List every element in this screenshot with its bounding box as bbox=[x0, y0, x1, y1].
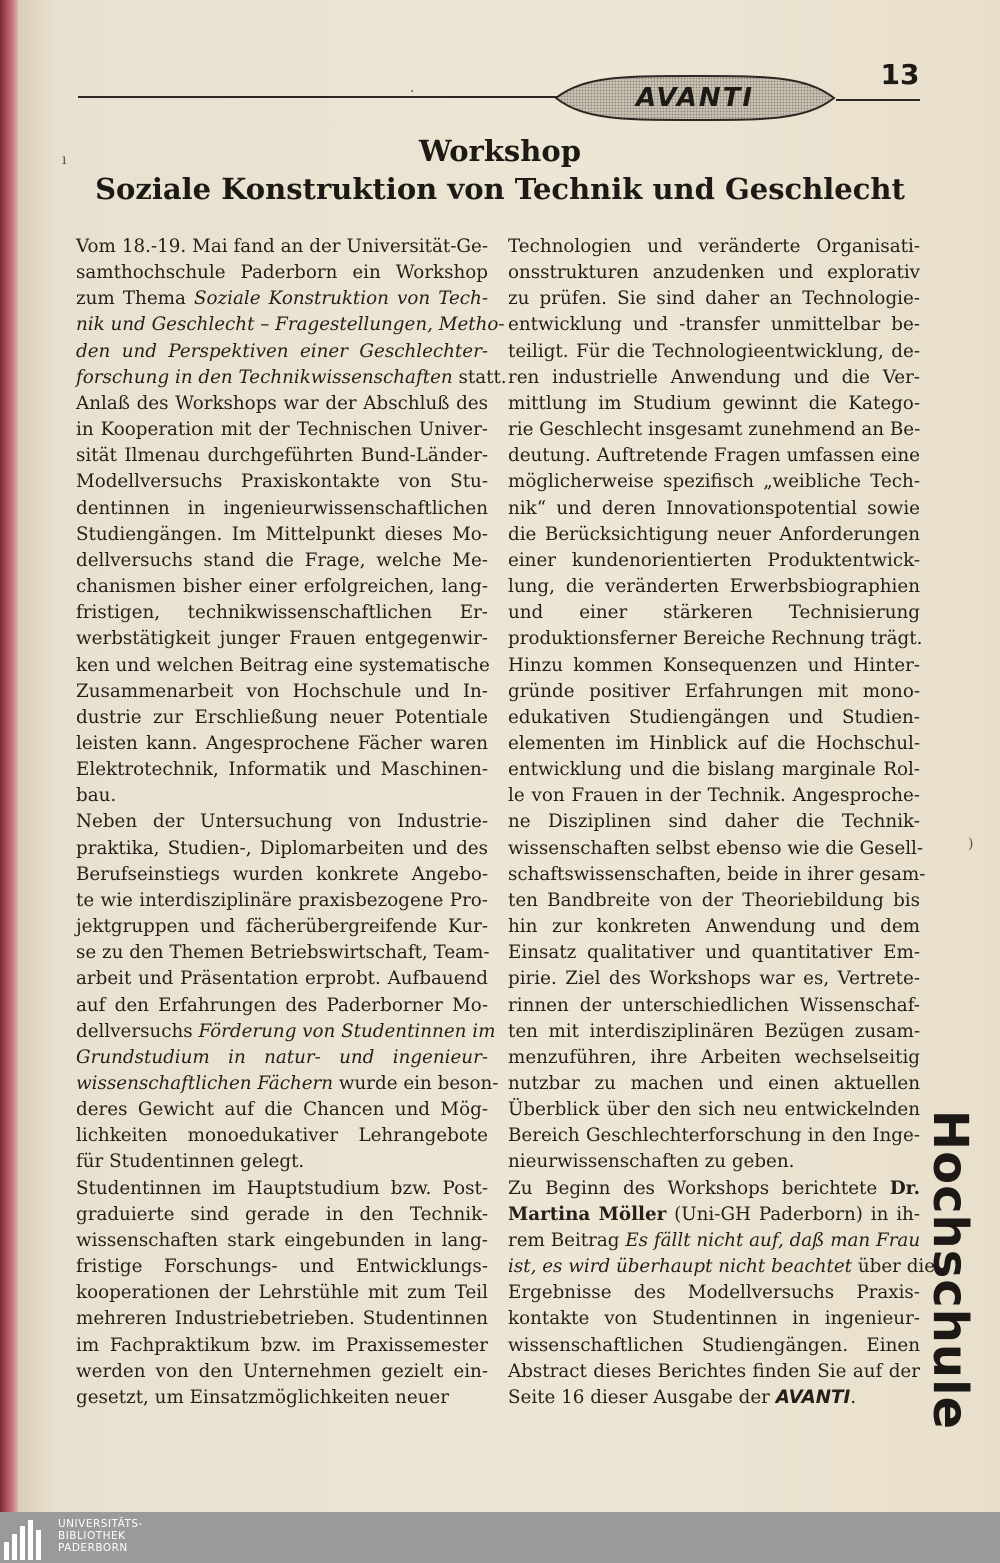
italic-text-run: Es fällt nicht auf, daß man Frau bbox=[625, 1229, 921, 1251]
text-run: ten Bandbreite von der Theoriebildung bis bbox=[508, 889, 920, 911]
text-line bbox=[508, 1097, 920, 1123]
text-run: möglicherweise spezifisch „weibliche Tech- bbox=[508, 471, 920, 493]
text-line bbox=[76, 1123, 488, 1149]
text-run: zum Thema bbox=[76, 288, 194, 310]
text-run: Technologien und veränderte Organisati- bbox=[508, 236, 920, 257]
text-line bbox=[76, 993, 488, 1019]
library-name bbox=[58, 1518, 143, 1554]
text-line bbox=[508, 286, 920, 312]
article-column-right bbox=[508, 234, 936, 1411]
text-run: Bereich Geschlechterforschung in den Inge- bbox=[508, 1125, 920, 1147]
section-label bbox=[880, 1109, 1000, 1431]
text-line bbox=[76, 914, 488, 940]
text-line bbox=[76, 522, 488, 548]
text-run: fristige Forschungs- und Entwicklungs- bbox=[76, 1256, 488, 1278]
text-run: Überblick über den sich neu entwickelnden bbox=[508, 1099, 920, 1121]
library-line-3: PADERBORN bbox=[58, 1542, 128, 1554]
italic-text-run: nik und Geschlecht – Fragestellungen, Metho- bbox=[76, 314, 505, 336]
text-line bbox=[76, 862, 488, 888]
text-line bbox=[508, 574, 920, 600]
text-run: Vom 18.-19. Mai fand an der Universität-Ge- bbox=[76, 236, 488, 257]
text-run: edukativen Studiengängen und Studien- bbox=[508, 706, 920, 728]
text-line bbox=[508, 522, 920, 548]
text-line bbox=[508, 496, 920, 522]
text-line bbox=[508, 443, 920, 469]
text-line bbox=[508, 1071, 920, 1097]
margin-mark: · bbox=[410, 84, 415, 100]
text-line bbox=[76, 1071, 499, 1097]
text-line bbox=[508, 731, 920, 757]
text-run: Anlaß des Workshops war der Abschluß des bbox=[76, 392, 488, 414]
text-run: hin zur konkreten Anwendung und dem bbox=[508, 916, 920, 938]
text-line bbox=[76, 1359, 488, 1385]
title-line-1: Workshop bbox=[419, 134, 581, 168]
italic-text-run: Förderung von Studentinnen im bbox=[198, 1020, 496, 1042]
magazine-name: AVANTI bbox=[635, 83, 754, 113]
header-rule-right bbox=[836, 99, 920, 101]
text-run: graduierte sind gerade in den Technik- bbox=[76, 1203, 488, 1225]
italic-text-run: ist, es wird überhaupt nicht beachtet bbox=[508, 1256, 853, 1278]
text-run: dellversuchs bbox=[76, 1020, 199, 1042]
brand-name: AVANTI bbox=[775, 1386, 851, 1408]
text-line bbox=[508, 809, 920, 835]
text-line bbox=[76, 1202, 488, 1228]
text-run: arbeit und Präsentation erprobt. Aufbauend bbox=[76, 968, 488, 990]
text-run: werbstätigkeit junger Frauen entgegenwir- bbox=[76, 628, 488, 650]
text-line bbox=[76, 443, 488, 469]
text-run: im Fachpraktikum bzw. im Praxissemester bbox=[76, 1334, 488, 1356]
text-run: auf den Erfahrungen des Paderborner Mo- bbox=[76, 994, 488, 1016]
italic-text-run: den und Perspektiven einer Geschlechter- bbox=[76, 340, 488, 362]
text-run: Studentinnen im Hauptstudium bzw. Post- bbox=[76, 1177, 488, 1199]
text-run: praktika, Studien-, Diplomarbeiten und des bbox=[76, 837, 488, 859]
text-line bbox=[76, 260, 488, 286]
text-run: kontakte von Studentinnen in ingenieur- bbox=[508, 1308, 920, 1330]
text-run: deutung. Auftretende Fragen umfassen eine bbox=[508, 445, 920, 467]
text-run: ten mit interdisziplinären Bezügen zusam- bbox=[508, 1020, 920, 1042]
text-line bbox=[508, 679, 920, 705]
text-line bbox=[508, 1202, 920, 1228]
text-run: Seite 16 dieser Ausgabe der bbox=[508, 1386, 776, 1408]
margin-mark: ) bbox=[968, 836, 974, 852]
text-run: über die bbox=[852, 1256, 936, 1278]
text-line bbox=[76, 966, 488, 992]
text-line bbox=[76, 1176, 488, 1202]
text-line bbox=[508, 626, 923, 652]
text-line bbox=[508, 548, 920, 574]
text-run: produktionsferner Bereiche Rechnung trägt. bbox=[508, 628, 923, 650]
binding-edge bbox=[0, 0, 18, 1512]
text-line bbox=[508, 757, 920, 783]
article-title bbox=[60, 132, 940, 208]
text-run: menzuführen, ihre Arbeiten wechselseitig bbox=[508, 1046, 920, 1068]
text-run: dellversuchs stand die Frage, welche Me- bbox=[76, 549, 488, 571]
text-line bbox=[76, 1385, 488, 1411]
text-run: Einsatz qualitativer und quantitativer Em- bbox=[508, 942, 920, 964]
text-line bbox=[508, 1123, 920, 1149]
text-run: bau. bbox=[76, 785, 117, 807]
text-line bbox=[76, 548, 488, 574]
text-run: (Uni-GH Paderborn) in ih- bbox=[666, 1203, 921, 1225]
text-line bbox=[76, 574, 488, 600]
text-run: einer kundenorientierten Produktentwick- bbox=[508, 549, 920, 571]
text-line bbox=[508, 836, 924, 862]
italic-text-run: wissenschaftlichen Fächern bbox=[76, 1073, 334, 1094]
text-line bbox=[76, 600, 488, 626]
text-line bbox=[508, 993, 920, 1019]
text-line bbox=[76, 234, 488, 260]
title-line-2: Soziale Konstruktion von Technik und Geschlecht bbox=[95, 172, 905, 206]
text-line bbox=[76, 705, 488, 731]
italic-text-run: Soziale Konstruktion von Tech- bbox=[193, 288, 488, 310]
text-run: chanismen bisher einer erfolgreichen, lang- bbox=[76, 576, 488, 598]
text-run: teiligt. Für die Technologieentwicklung, de- bbox=[508, 340, 920, 362]
text-run: nutzbar zu machen und einen aktuellen bbox=[508, 1073, 920, 1094]
text-run: le von Frauen in der Technik. Angesproche- bbox=[508, 785, 920, 807]
text-run: und einer stärkeren Technisierung bbox=[508, 602, 920, 624]
text-line bbox=[508, 1149, 920, 1175]
text-run: sität Ilmenau durchgeführten Bund-Länder- bbox=[76, 445, 488, 467]
text-line bbox=[508, 862, 926, 888]
text-run: wissenschaften stark eingebunden in lang- bbox=[76, 1229, 488, 1251]
text-run: dentinnen in ingenieurwissenschaftlichen bbox=[76, 497, 488, 519]
text-line bbox=[76, 1097, 488, 1123]
text-run: schaftswissenschaften, beide in ihrer gesam- bbox=[508, 863, 926, 885]
bold-text-run: Dr. bbox=[889, 1177, 920, 1199]
text-line bbox=[508, 1333, 920, 1359]
text-line bbox=[76, 1280, 488, 1306]
text-line bbox=[76, 391, 488, 417]
text-line bbox=[76, 1045, 488, 1071]
text-line bbox=[508, 940, 920, 966]
italic-text-run: Grundstudium in natur- und ingenieur- bbox=[76, 1046, 488, 1068]
text-line bbox=[508, 653, 920, 679]
margin-mark: ı bbox=[62, 152, 67, 168]
text-run: Modellversuchs Praxiskontakte von Stu- bbox=[76, 471, 488, 493]
section-label-text: Hochschule bbox=[922, 1109, 978, 1431]
text-line bbox=[76, 1254, 488, 1280]
text-line bbox=[76, 731, 488, 757]
text-line bbox=[508, 234, 920, 260]
text-line bbox=[508, 1359, 920, 1385]
text-run: samthochschule Paderborn ein Workshop bbox=[76, 262, 488, 284]
text-line bbox=[508, 1228, 920, 1254]
text-run: jektgruppen und fächerübergreifende Kur- bbox=[76, 916, 488, 938]
library-line-1: UNIVERSITÄTS- bbox=[58, 1518, 143, 1530]
text-run: rinnen der unterschiedlichen Wissenschaf- bbox=[508, 994, 920, 1016]
text-line bbox=[508, 1280, 920, 1306]
text-run: statt. bbox=[452, 366, 507, 388]
text-run: zu prüfen. Sie sind daher an Technologie- bbox=[508, 288, 920, 310]
text-run: lichkeiten monoedukativer Lehrangebote bbox=[76, 1125, 488, 1147]
text-line bbox=[508, 469, 920, 495]
text-run: mehreren Industriebetrieben. Studentinnen bbox=[76, 1308, 488, 1330]
text-run: gründe positiver Erfahrungen mit mono- bbox=[508, 680, 920, 702]
text-line bbox=[76, 365, 507, 391]
text-line bbox=[508, 1306, 920, 1332]
text-run: kooperationen der Lehrstühle mit zum Teil bbox=[76, 1282, 488, 1304]
text-line bbox=[508, 1176, 920, 1202]
text-line bbox=[76, 1019, 496, 1045]
text-run: onsstrukturen anzudenken und explorativ bbox=[508, 262, 920, 284]
text-run: wurde ein beson- bbox=[333, 1073, 499, 1094]
text-run: rie Geschlecht insgesamt zunehmend an Be- bbox=[508, 419, 921, 441]
text-line bbox=[76, 1149, 488, 1175]
text-line bbox=[76, 1306, 488, 1332]
text-line bbox=[508, 914, 920, 940]
text-line bbox=[76, 626, 488, 652]
library-footer bbox=[0, 1512, 1000, 1563]
page-number: 13 bbox=[880, 58, 920, 91]
text-run: entwicklung und -transfer unmittelbar be- bbox=[508, 314, 920, 336]
text-run: Elektrotechnik, Informatik und Maschinen- bbox=[76, 759, 488, 781]
text-line bbox=[508, 417, 920, 443]
text-line bbox=[76, 836, 488, 862]
text-line bbox=[76, 809, 488, 835]
text-line bbox=[508, 260, 920, 286]
text-run: Zusammenarbeit von Hochschule und In- bbox=[76, 680, 488, 702]
text-line bbox=[508, 365, 920, 391]
text-run: Neben der Untersuchung von Industrie- bbox=[76, 811, 488, 833]
text-run: nieurwissenschaften zu geben. bbox=[508, 1151, 795, 1173]
text-line bbox=[508, 600, 920, 626]
text-line bbox=[508, 391, 920, 417]
library-logo-icon bbox=[4, 1520, 50, 1560]
text-line bbox=[76, 940, 488, 966]
bold-text-run: Martina Möller bbox=[508, 1203, 667, 1225]
text-line bbox=[76, 1228, 488, 1254]
text-run: wissenschaftlichen Studiengängen. Einen bbox=[508, 1334, 920, 1356]
text-line bbox=[508, 339, 920, 365]
text-run: Berufseinstiegs wurden konkrete Angebo- bbox=[76, 863, 488, 885]
text-line bbox=[508, 888, 920, 914]
text-run: ken und welchen Beitrag eine systematische bbox=[76, 654, 490, 676]
text-run: mittlung im Studium gewinnt die Katego- bbox=[508, 392, 920, 414]
text-run: rem Beitrag bbox=[508, 1229, 626, 1251]
text-run: Studiengängen. Im Mittelpunkt dieses Mo- bbox=[76, 523, 488, 545]
text-line bbox=[508, 312, 920, 338]
text-line bbox=[76, 783, 488, 809]
text-line bbox=[508, 1019, 920, 1045]
article-column-left bbox=[76, 234, 507, 1411]
text-run: lung, die veränderten Erwerbsbiographien bbox=[508, 576, 920, 598]
text-run: die Berücksichtigung neuer Anforderungen bbox=[508, 523, 920, 545]
text-run: ren industrielle Anwendung und die Ver- bbox=[508, 366, 920, 388]
text-line bbox=[76, 653, 488, 679]
text-line bbox=[76, 312, 505, 338]
text-run: ne Disziplinen sind daher die Technik- bbox=[508, 811, 920, 833]
text-run: in Kooperation mit der Technischen Univer- bbox=[76, 419, 488, 441]
text-line bbox=[508, 705, 920, 731]
text-line bbox=[508, 1045, 920, 1071]
text-run: deres Gewicht auf die Chancen und Mög- bbox=[76, 1099, 488, 1121]
text-line bbox=[508, 783, 920, 809]
text-run: elementen im Hinblick auf die Hochschul- bbox=[508, 732, 920, 754]
text-line bbox=[76, 469, 488, 495]
text-run: nik“ und deren Innovationspotential sowie bbox=[508, 497, 920, 519]
text-line bbox=[508, 1254, 936, 1280]
text-run: gesetzt, um Einsatzmöglichkeiten neuer bbox=[76, 1386, 449, 1408]
text-line bbox=[76, 286, 488, 312]
text-line bbox=[76, 496, 488, 522]
text-run: für Studentinnen gelegt. bbox=[76, 1151, 305, 1173]
text-line bbox=[76, 417, 488, 443]
text-run: Abstract dieses Berichtes finden Sie auf der bbox=[508, 1360, 920, 1382]
text-line bbox=[76, 339, 488, 365]
text-run: . bbox=[850, 1386, 857, 1408]
text-line bbox=[76, 1333, 488, 1359]
text-run: leisten kann. Angesprochene Fächer waren bbox=[76, 732, 488, 754]
text-line bbox=[508, 1385, 920, 1411]
text-run: dustrie zur Erschließung neuer Potentiale bbox=[76, 706, 488, 728]
text-run: werden von den Unternehmen gezielt ein- bbox=[76, 1360, 488, 1382]
text-run: fristigen, technikwissenschaftlichen Er- bbox=[76, 602, 488, 624]
italic-text-run: forschung in den Technikwissenschaften bbox=[76, 366, 453, 388]
library-line-2: BIBLIOTHEK bbox=[58, 1530, 126, 1542]
text-run: se zu den Themen Betriebswirtschaft, Team- bbox=[76, 942, 490, 964]
text-line bbox=[76, 888, 488, 914]
text-run: Ergebnisse des Modellversuchs Praxis- bbox=[508, 1282, 920, 1304]
text-line bbox=[508, 966, 920, 992]
text-run: Zu Beginn des Workshops berichtete bbox=[508, 1177, 890, 1199]
text-run: te wie interdisziplinäre praxisbezogene Pro- bbox=[76, 889, 488, 911]
text-run: entwicklung und die bislang marginale Rol- bbox=[508, 759, 920, 781]
text-run: Hinzu kommen Konsequenzen und Hinter- bbox=[508, 654, 920, 676]
header-rule-left bbox=[78, 96, 558, 98]
text-run: wissenschaften selbst ebenso wie die Gesell- bbox=[508, 837, 924, 859]
text-line bbox=[76, 757, 488, 783]
text-run: pirie. Ziel des Workshops war es, Vertrete- bbox=[508, 968, 920, 990]
text-line bbox=[76, 679, 488, 705]
